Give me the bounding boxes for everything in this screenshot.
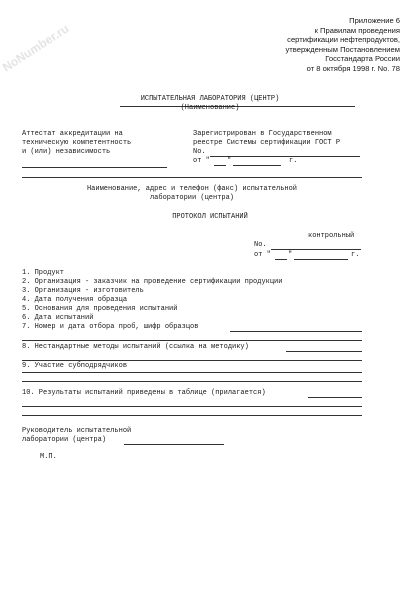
control-number-label: No.: [254, 241, 267, 249]
item-results: 10. Результаты испытаний приведены в таблице (прилагается): [22, 389, 266, 397]
registration-number-field: [210, 156, 360, 157]
registration-day-field: [214, 165, 226, 166]
registration-month-field: [233, 165, 281, 166]
signature-field: [124, 444, 224, 445]
appendix-line: Приложение 6: [349, 16, 400, 25]
watermark-text: NoNumber.ru: [0, 21, 72, 75]
accreditation-line: техническую компетентность: [22, 139, 132, 147]
lab-title: ИСПЫТАТЕЛЬНАЯ ЛАБОРАТОРИЯ (ЦЕНТР): [140, 95, 280, 103]
item-test-date: 6. Дата испытаний: [22, 314, 94, 322]
item-sampling: 7. Номер и дата отбора проб, шифр образцов: [22, 323, 199, 331]
appendix-line: сертификации нефтепродуктов,: [287, 35, 400, 45]
registration-date-year: г.: [289, 157, 298, 165]
signature-title: Руководитель испытательной: [22, 427, 132, 435]
accreditation-line: и (или) независимость: [22, 148, 111, 156]
item-sample-date: 4. Дата получения образца: [22, 296, 128, 304]
registration-number-label: No.: [193, 148, 206, 156]
item-sampling-field: [230, 331, 362, 332]
item-customer: 2. Организация - заказчик на проведение сертификации продукции: [22, 278, 283, 286]
item-methods: 8. Нестандартные методы испытаний (ссылка на методику): [22, 343, 249, 351]
registration-line: реестре Системы сертификации ГОСТ Р: [193, 139, 341, 147]
item-product: 1. Продукт: [22, 269, 65, 277]
control-date-year: г.: [351, 251, 360, 259]
item-subcontractors-line: [22, 372, 362, 373]
control-number-field: [271, 249, 361, 250]
appendix-line: от 8 октября 1998 г. No. 78: [306, 63, 400, 73]
item-results-line: [22, 406, 362, 407]
appendix-line: к Правилам проведения: [314, 25, 400, 35]
registration-date-quote: ": [227, 157, 232, 165]
control-date-prefix: от ": [254, 251, 271, 259]
item-basis: 5. Основания для проведения испытаний: [22, 305, 178, 313]
appendix-line: Госстандарта России: [325, 54, 400, 64]
item-results-line: [22, 415, 362, 416]
item-subcontractors: 9. Участие субподрядчиков: [22, 362, 128, 370]
item-sampling-line: [22, 340, 362, 341]
accreditation-line: Аттестат аккредитации на: [22, 130, 123, 138]
stamp-placeholder: М.П.: [40, 453, 57, 461]
appendix-block: [286, 16, 401, 74]
item-methods-field: [286, 351, 362, 352]
control-label: контрольный: [308, 232, 355, 240]
item-results-field: [308, 397, 362, 398]
accreditation-line-blank: [22, 167, 167, 168]
signature-title: лаборатории (центра): [22, 436, 107, 444]
item-methods-line: [22, 360, 362, 361]
control-month-field: [294, 259, 348, 260]
registration-line: Зарегистрирован в Государственном: [193, 130, 332, 138]
appendix-line: утвержденным Постановлением: [285, 44, 400, 54]
lab-address-line: [22, 177, 362, 178]
lab-subtitle: (Наименование): [180, 104, 240, 112]
registration-date-prefix: от ": [193, 157, 210, 165]
lab-address-caption: лаборатории (центра): [149, 194, 234, 202]
control-day-field: [275, 259, 287, 260]
protocol-title: ПРОТОКОЛ ИСПЫТАНИЙ: [172, 213, 248, 221]
item-manufacturer: 3. Организация - изготовитель: [22, 287, 144, 295]
item-subcontractors-line: [22, 381, 362, 382]
watermark: [0, 10, 110, 78]
control-date-quote: ": [288, 251, 293, 259]
lab-address-caption: Наименование, адрес и телефон (факс) испытательной: [86, 185, 298, 193]
